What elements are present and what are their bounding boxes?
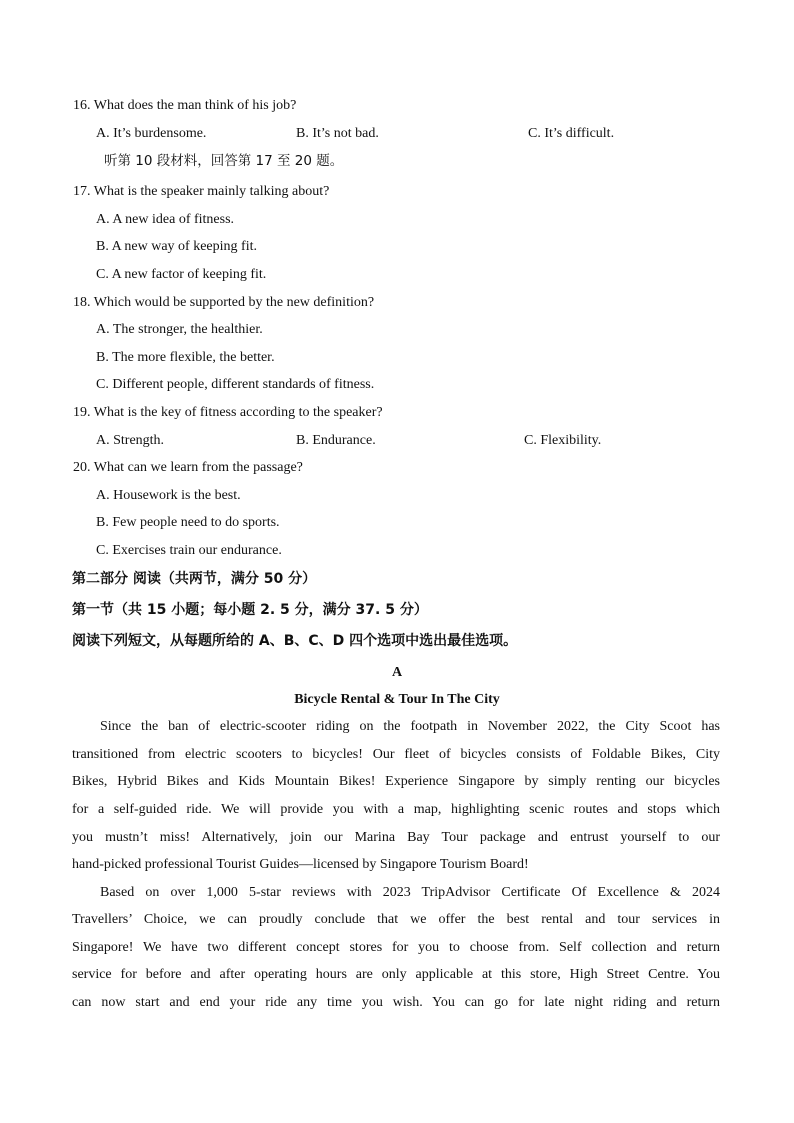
question-16-stem: 16. What does the man think of his job? bbox=[73, 98, 297, 113]
paragraph-1-line: Since the ban of electric-scooter riding on the footpath in November 2022, the City Scoot has bbox=[100, 719, 720, 734]
paragraph-1-line: you mustn’t miss! Alternatively, join our Marina Bay Tour package and entrust yourself to our bbox=[72, 830, 720, 845]
paragraph-2-line: Based on over 1,000 5-star reviews with 2023 TripAdvisor Certificate Of Excellence & 2024 bbox=[100, 885, 720, 900]
question-20-stem: 20. What can we learn from the passage? bbox=[73, 460, 303, 475]
question-16-option-b: B. It’s not bad. bbox=[296, 126, 379, 141]
paragraph-2-line: Singapore! We have two different concept stores for you to choose from. Self collection and return bbox=[72, 940, 720, 955]
paragraph-1-line: Bikes, Hybrid Bikes and Kids Mountain Bikes! Experience Singapore by simply renting our bicycles bbox=[72, 774, 720, 789]
question-19-stem: 19. What is the key of fitness according to the speaker? bbox=[73, 405, 383, 420]
part-two-title: 第二部分 阅读（共两节，满分 50 分） bbox=[72, 571, 317, 587]
question-18-option-b: B. The more flexible, the better. bbox=[96, 350, 275, 365]
question-20-option-c: C. Exercises train our endurance. bbox=[96, 543, 282, 558]
question-20-option-a: A. Housework is the best. bbox=[96, 488, 241, 503]
question-19-option-c: C. Flexibility. bbox=[524, 433, 602, 448]
question-17-option-b: B. A new way of keeping fit. bbox=[96, 239, 257, 254]
paragraph-1-line: transitioned from electric scooters to bicycles! Our fleet of bicycles consists of Foldable Bikes, City bbox=[72, 747, 720, 762]
question-16-option-a: A. It’s burdensome. bbox=[96, 126, 207, 141]
question-17-stem: 17. What is the speaker mainly talking about? bbox=[73, 184, 330, 199]
section-one-title: 第一节（共 15 小题；每小题 2. 5 分，满分 37. 5 分） bbox=[72, 602, 428, 618]
question-19-option-b: B. Endurance. bbox=[296, 433, 376, 448]
question-16-option-c: C. It’s difficult. bbox=[528, 126, 615, 141]
paragraph-2-line: Travellers’ Choice, we can proudly conclude that we offer the best rental and tour services in bbox=[72, 912, 720, 927]
question-18-option-a: A. The stronger, the healthier. bbox=[96, 322, 263, 337]
question-17-option-c: C. A new factor of keeping fit. bbox=[96, 267, 267, 282]
paragraph-1-line: hand-picked professional Tourist Guides—licensed by Singapore Tourism Board! bbox=[72, 857, 529, 872]
passage-letter: A bbox=[391, 665, 403, 680]
paragraph-1-line: for a self-guided ride. We will provide you with a map, highlighting scenic routes and stops which bbox=[72, 802, 720, 817]
question-18-stem: 18. Which would be supported by the new definition? bbox=[73, 295, 375, 310]
question-20-option-b: B. Few people need to do sports. bbox=[96, 515, 280, 530]
passage-title: Bicycle Rental & Tour In The City bbox=[294, 692, 500, 707]
question-17-option-a: A. A new idea of fitness. bbox=[96, 212, 235, 227]
paragraph-2-line: can now start and end your ride any time you wish. You can go for late night riding and return bbox=[72, 995, 720, 1010]
paragraph-2-line: service for before and after operating hours are only applicable at this store, High Street Centre. You bbox=[72, 967, 720, 982]
reading-instruction: 阅读下列短文，从每题所给的 A、B、C、D 四个选项中选出最佳选项。 bbox=[72, 633, 518, 649]
question-19-option-a: A. Strength. bbox=[96, 433, 165, 448]
listening-instruction: 听第 10 段材料，回答第 17 至 20 题。 bbox=[104, 153, 344, 169]
question-18-option-c: C. Different people, different standards of fitness. bbox=[96, 377, 375, 392]
